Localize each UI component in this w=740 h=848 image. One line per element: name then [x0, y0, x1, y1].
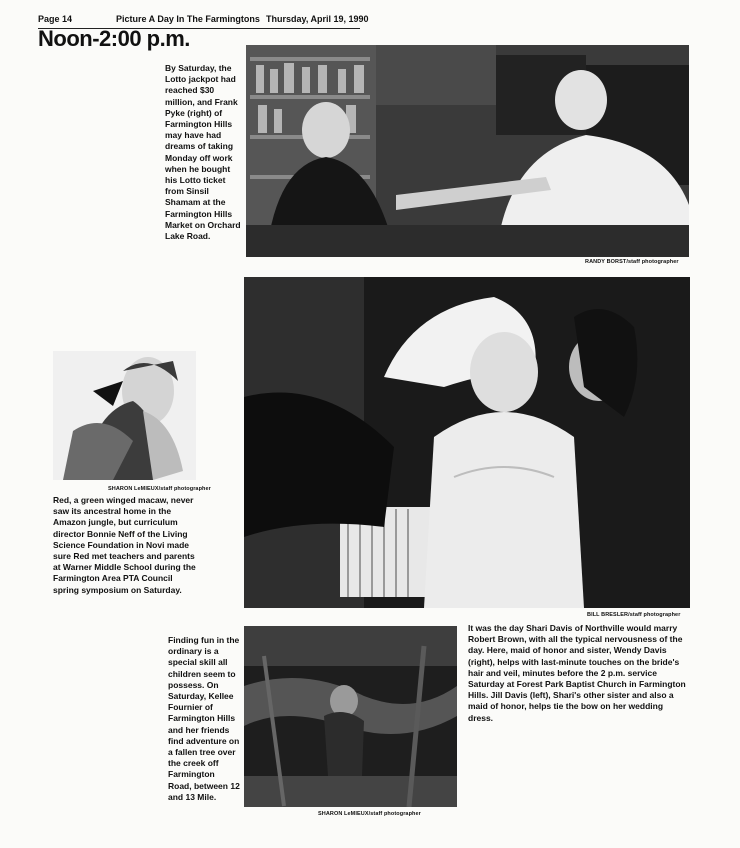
wedding-caption: It was the day Shari Davis of Northville would marry Robert Brown, with all the typical nervousness of the day. Here, maid of honor and sister, Wendy Davis (right), helps with last-minute touches on the bride's hair and veil, minutes before the 2 p.m. service Saturday at Forest Park Baptist Church in Farmington Hills. Jill Davis (left), Shari's other sister and also a maid of honor, helps tie the bow on her wedding dress.: [468, 623, 686, 723]
macaw-photo-credit: SHARON LeMIEUX/staff photographer: [108, 486, 211, 492]
issue-date: Thursday, April 19, 1990: [266, 14, 369, 24]
tree-photo: [244, 626, 457, 807]
macaw-photo: [53, 351, 196, 480]
page-number: Page 14: [38, 14, 73, 24]
tree-photo-credit: SHARON LeMIEUX/staff photographer: [318, 811, 421, 817]
page-headline: Noon-2:00 p.m.: [38, 26, 190, 51]
wedding-photo-credit: BILL BRESLER/staff photographer: [587, 612, 681, 618]
tree-caption: Finding fun in the ordinary is a special skill all children seem to possess. On Saturday, Kellee Fournier of Farmington Hills and her friends find adventure on a fallen tree over the creek off Farmington Road, between 12 and 13 Mile.: [168, 635, 240, 802]
section-title: Picture A Day In The Farmingtons: [116, 14, 260, 24]
macaw-caption: Red, a green winged macaw, never saw its ancestral home in the Amazon jungle, but curriculum director Bonnie Neff of the Living Science Foundation in Novi made sure Red met teachers and parents at Warner Middle School during the Farmington Area PTA Council spring symposium on Saturday.: [53, 495, 196, 595]
lotto-photo: [246, 45, 689, 257]
lotto-photo-credit: RANDY BORST/staff photographer: [585, 259, 679, 265]
lotto-caption: By Saturday, the Lotto jackpot had reached $30 million, and Frank Pyke (right) of Farmington Hills may have had dreams of taking Monday off work when he bought his Lotto ticket from Sinsil Shamam at the Farmington Hills Market on Orchard Lake Road.: [165, 63, 241, 242]
wedding-photo: [244, 277, 690, 608]
